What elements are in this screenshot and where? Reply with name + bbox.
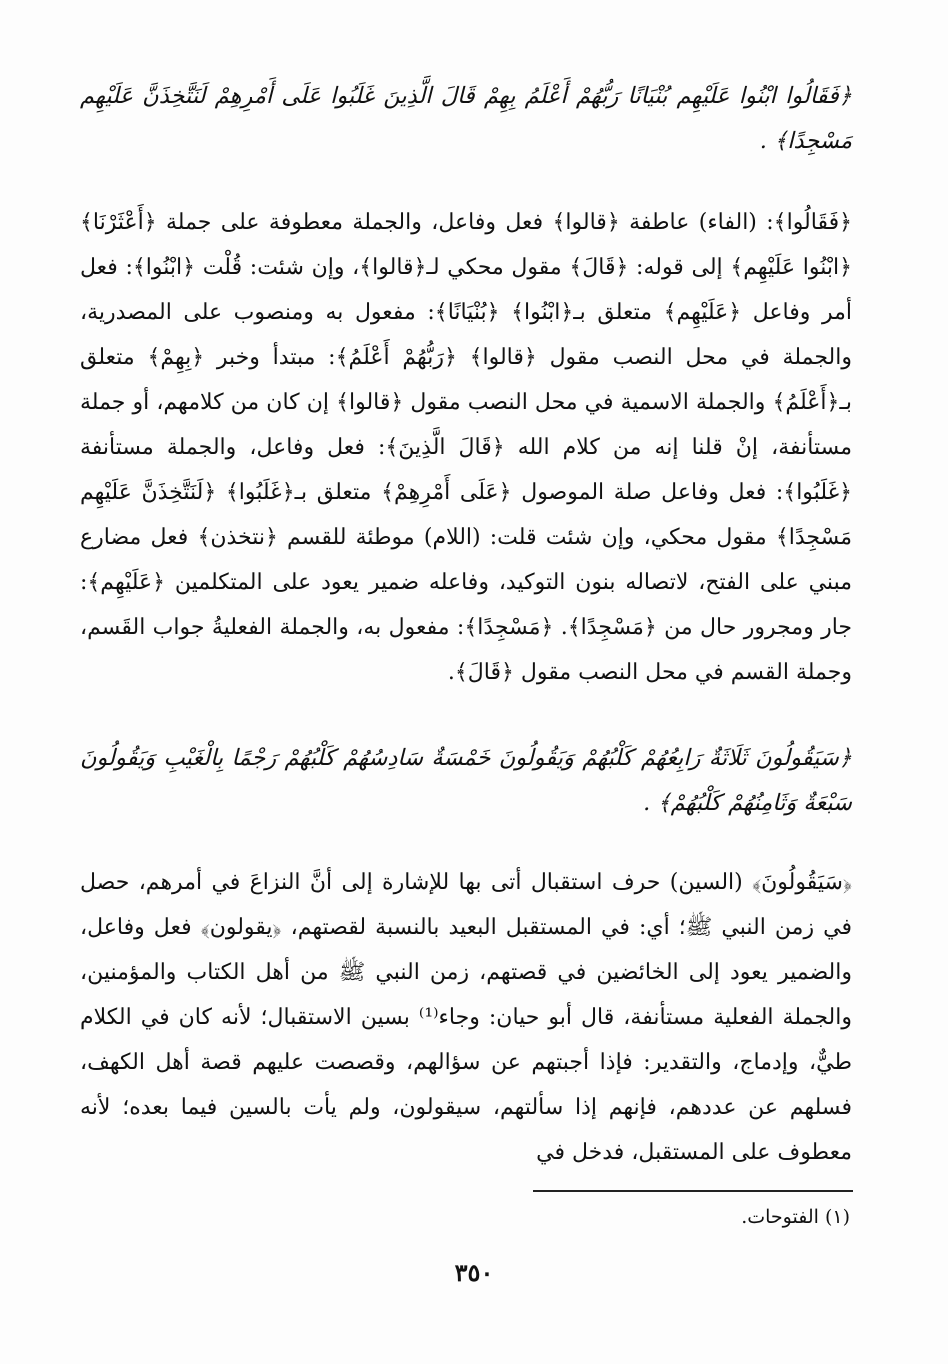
grammar-analysis-paragraph-1: ﴿فَقَالُوا﴾: (الفاء) عاطفة ﴿قالوا﴾ فعل وفاعل، والجملة معطوفة على جملة ﴿أَعْثَرْنَا﴾ ﴿ابْنُوا عَلَيْهِم﴾ إلى قوله: ﴿قَالَ﴾ مقول محكي لـ﴿قالوا﴾، وإن شئت: قُلْت ﴿ابْنُوا﴾: فعل أمر وفاعل ﴿عَلَيْهِم﴾ متعلق بـ﴿ابْنُوا﴾ ﴿بُنْيَانًا﴾: مفعول به ومنصوب على المصدرية، والجملة في محل النصب مقول ﴿قالوا﴾ ﴿رَبُّهُمْ أَعْلَمُ﴾: مبتدأ وخبر ﴿بِهِمْ﴾ متعلق بـ﴿أَعْلَمُ﴾ والجملة الاسمية في محل النصب مقول ﴿قالوا﴾ إن كان من كلامهم، أو جملة مستأنفة، إنْ قلنا إنه من كلام الله ﴿قَالَ الَّذِينَ﴾: فعل وفاعل، والجملة مستأنفة ﴿غَلَبُوا﴾: فعل وفاعل صلة الموصول ﴿عَلَى أَمْرِهِمْ﴾ متعلق بـ﴿غَلَبُوا﴾ ﴿لَنَتَّخِذَنَّ عَلَيْهِم مَسْجِدًا﴾ مقول محكي، وإن شئت قلت: (اللام) موطئة للقسم ﴿نتخذن﴾ فعل مضارع مبني على الفتح، لاتصاله بنون التوكيد، وفاعله ضمير يعود على المتكلمين ﴿عَلَيْهِم﴾: جار ومجرور حال من ﴿مَسْجِدًا﴾. ﴿مَسْجِدًا﴾: مفعول به، والجملة الفعليةُ جواب القَسم، وجملة القسم في محل النصب مقول ﴿قَالَ﴾. — [80, 210, 852, 685]
quran-verse-2: ﴿سَيَقُولُونَ ثَلَاثَةٌ رَابِعُهُمْ كَلْبُهُمْ وَيَقُولُونَ خَمْسَةٌ سَادِسُهُمْ كَلْبُهُمْ رَجْمًا بِالْغَيْبِ وَيَقُولُونَ سَبْعَةٌ وَثَامِنُهُمْ كَلْبُهُمْ﴾ . — [80, 745, 852, 816]
footnote-divider — [533, 1190, 853, 1192]
footnote: (١) الفتوحات. — [741, 1206, 850, 1228]
grammar-analysis-paragraph-2: ﴿سَيَقُولُونَ﴾ (السين) حرف استقبال أتى بها للإشارة إلى أنَّ النزاعَ في أمرهم، حصل في زمن النبي ﷺ؛ أي: في المستقبل البعيد بالنسبة لقصتهم، ﴿يقولون﴾ فعل وفاعل، والضمير يعود إلى الخائضين في قصتهم، زمن النبي ﷺ من أهل الكتاب والمؤمنين، والجملة الفعلية مستأنفة، قال أبو حيان: وجاء⁽¹⁾ بسين الاستقبال؛ لأنه كان في الكلام طيٌّ، وإدماج، والتقدير: فإذا أجبتهم عن سؤالهم، وقصصت عليهم قصة أهل الكهف، فسلهم عن عددهم، فإنهم إذا سألتهم، سيقولون، ولم يأت بالسين فيما بعده؛ لأنه معطوف على المستقبل، فدخل في — [80, 870, 852, 1165]
quran-verse-1: ﴿فَقَالُوا ابْنُوا عَلَيْهِم بُنْيَانًا رَبُّهُمْ أَعْلَمُ بِهِمْ قَالَ الَّذِينَ غَلَبُوا عَلَى أَمْرِهِمْ لَنَتَّخِذَنَّ عَلَيْهِم مَسْجِدًا﴾ . — [80, 83, 852, 154]
page-number: ٣٥٠ — [454, 1258, 494, 1287]
